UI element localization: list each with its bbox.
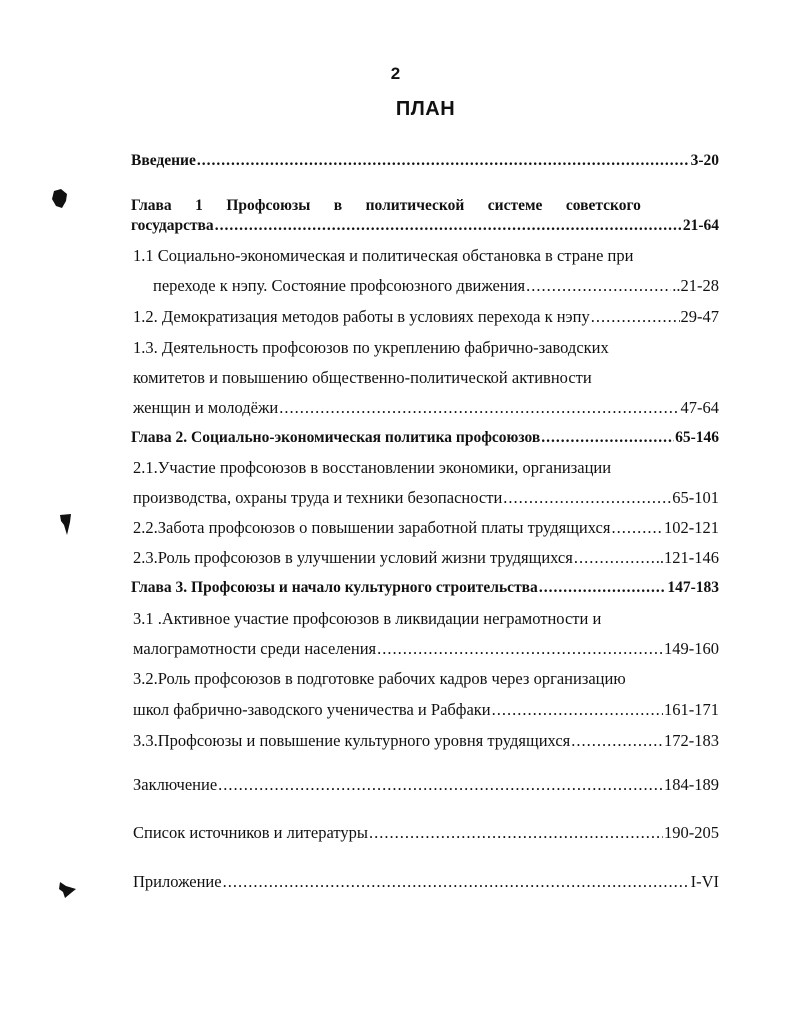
chapter1-word: 1 [195, 197, 203, 214]
chapter1-word: советского [565, 197, 641, 214]
toc-1-2 [133, 307, 719, 327]
toc-3-1-label: малограмотности среди населения [133, 639, 377, 658]
toc-2-2-label: 2.2.Забота профсоюзов о повышении заработной платы трудящихся [133, 518, 611, 537]
toc-3-2-pages: 161-171 [664, 700, 719, 719]
toc-sources [133, 823, 719, 843]
toc-intro-pages: 3-20 [690, 152, 719, 169]
scan-mark-icon [57, 880, 79, 900]
chapter1-word: политической [365, 197, 465, 214]
toc-2-1 [133, 488, 719, 508]
toc-1-1-pages: ..21-28 [672, 276, 719, 295]
dot-leader [574, 548, 655, 568]
toc-1-1-label: переходе к нэпу. Состояние профсоюзного движения [153, 276, 526, 295]
toc-appendix-label: Приложение [133, 872, 222, 891]
toc-chapter1-heading [131, 196, 641, 216]
toc-2-1-label: производства, охраны труда и техники безопасности [133, 488, 503, 507]
toc-intro-label: Введение [131, 152, 196, 169]
toc-2-2-pages: 102-121 [664, 518, 719, 537]
dot-leader [503, 488, 671, 508]
dot-leader [539, 578, 667, 598]
toc-chapter1-pages: 21-64 [682, 217, 719, 234]
dot-leader [377, 639, 663, 659]
toc-1-2-pages: 29-47 [680, 307, 719, 326]
toc-chapter2 [131, 428, 719, 448]
toc-3-3-pages: 172-183 [664, 731, 719, 750]
toc-chapter2-label: Глава 2. Социально-экономическая политика профсоюзов [131, 429, 541, 446]
toc-chapter3-pages: 147-183 [667, 579, 719, 596]
scan-mark-icon [50, 188, 70, 210]
toc-1-3-line1: 1.3. Деятельность профсоюзов по укреплению фабрично-заводских [133, 338, 609, 357]
toc-sources-pages: 190-205 [664, 823, 719, 842]
toc-chapter1-label: государства [131, 217, 214, 234]
toc-conclusion [133, 775, 719, 795]
dot-leader [197, 151, 690, 171]
toc-3-2-label: школ фабрично-заводского ученичества и Рабфаки [133, 700, 491, 719]
toc-chapter3-label: Глава 3. Профсоюзы и начало культурного строительства [131, 579, 538, 596]
dot-leader [571, 731, 663, 751]
toc-1-3-line2: комитетов и повышению общественно-политической активности [133, 368, 592, 387]
chapter1-word: системе [487, 197, 543, 214]
scan-mark-icon [58, 513, 74, 537]
toc-3-1-pages: 149-160 [664, 639, 719, 658]
dot-leader [611, 518, 663, 538]
dot-leader [526, 276, 671, 296]
dot-leader [215, 216, 682, 236]
toc-1-2-label: 1.2. Демократизация методов работы в условиях перехода к нэпу [133, 307, 590, 326]
dot-leader [369, 823, 663, 843]
toc-3-1-line1: 3.1 .Активное участие профсоюзов в ликвидации неграмотности и [133, 609, 602, 628]
toc-1-3-pages: 47-64 [680, 398, 719, 417]
toc-intro [131, 151, 719, 171]
toc-3-3 [133, 731, 719, 751]
toc-3-2-line1: 3.2.Роль профсоюзов в подготовке рабочих кадров через организацию [133, 669, 626, 688]
toc-2-2 [133, 518, 719, 538]
toc-chapter1 [131, 216, 719, 236]
toc-2-3-label: 2.3.Роль профсоюзов в улучшении условий жизни трудящихся [133, 548, 573, 567]
toc-1-1-line1: 1.1 Социально-экономическая и политическая обстановка в стране при [133, 246, 634, 265]
dot-leader [591, 307, 680, 327]
toc-appendix [133, 872, 719, 892]
dot-leader [279, 398, 679, 418]
toc-sources-label: Список источников и литературы [133, 823, 368, 842]
toc-1-3 [133, 398, 719, 418]
toc-2-1-line1: 2.1.Участие профсоюзов в восстановлении экономики, организации [133, 458, 612, 477]
toc-3-1 [133, 639, 719, 659]
toc-1-1 [153, 276, 719, 296]
toc-conclusion-label: Заключение [133, 775, 218, 794]
toc-conclusion-pages: 184-189 [664, 775, 719, 794]
dot-leader [541, 428, 674, 448]
chapter1-word: в [333, 197, 343, 214]
toc-3-3-label: 3.3.Профсоюзы и повышение культурного уровня трудящихся [133, 731, 571, 750]
toc-2-3 [133, 548, 719, 568]
dot-leader [223, 872, 690, 892]
dot-leader [218, 775, 663, 795]
chapter1-word: Глава [131, 197, 172, 214]
page-number: 2 [390, 64, 401, 83]
toc-chapter2-pages: 65-146 [675, 429, 719, 446]
toc-2-1-pages: 65-101 [672, 488, 719, 507]
chapter1-word: Профсоюзы [226, 197, 311, 214]
toc-3-2 [133, 700, 719, 720]
toc-chapter3 [131, 578, 719, 598]
page-title: ПЛАН [395, 98, 456, 120]
toc-2-3-pages: ..121-146 [655, 548, 719, 567]
toc-appendix-pages: I-VI [690, 872, 719, 891]
toc-1-3-label: женщин и молодёжи [133, 398, 279, 417]
dot-leader [492, 700, 663, 720]
